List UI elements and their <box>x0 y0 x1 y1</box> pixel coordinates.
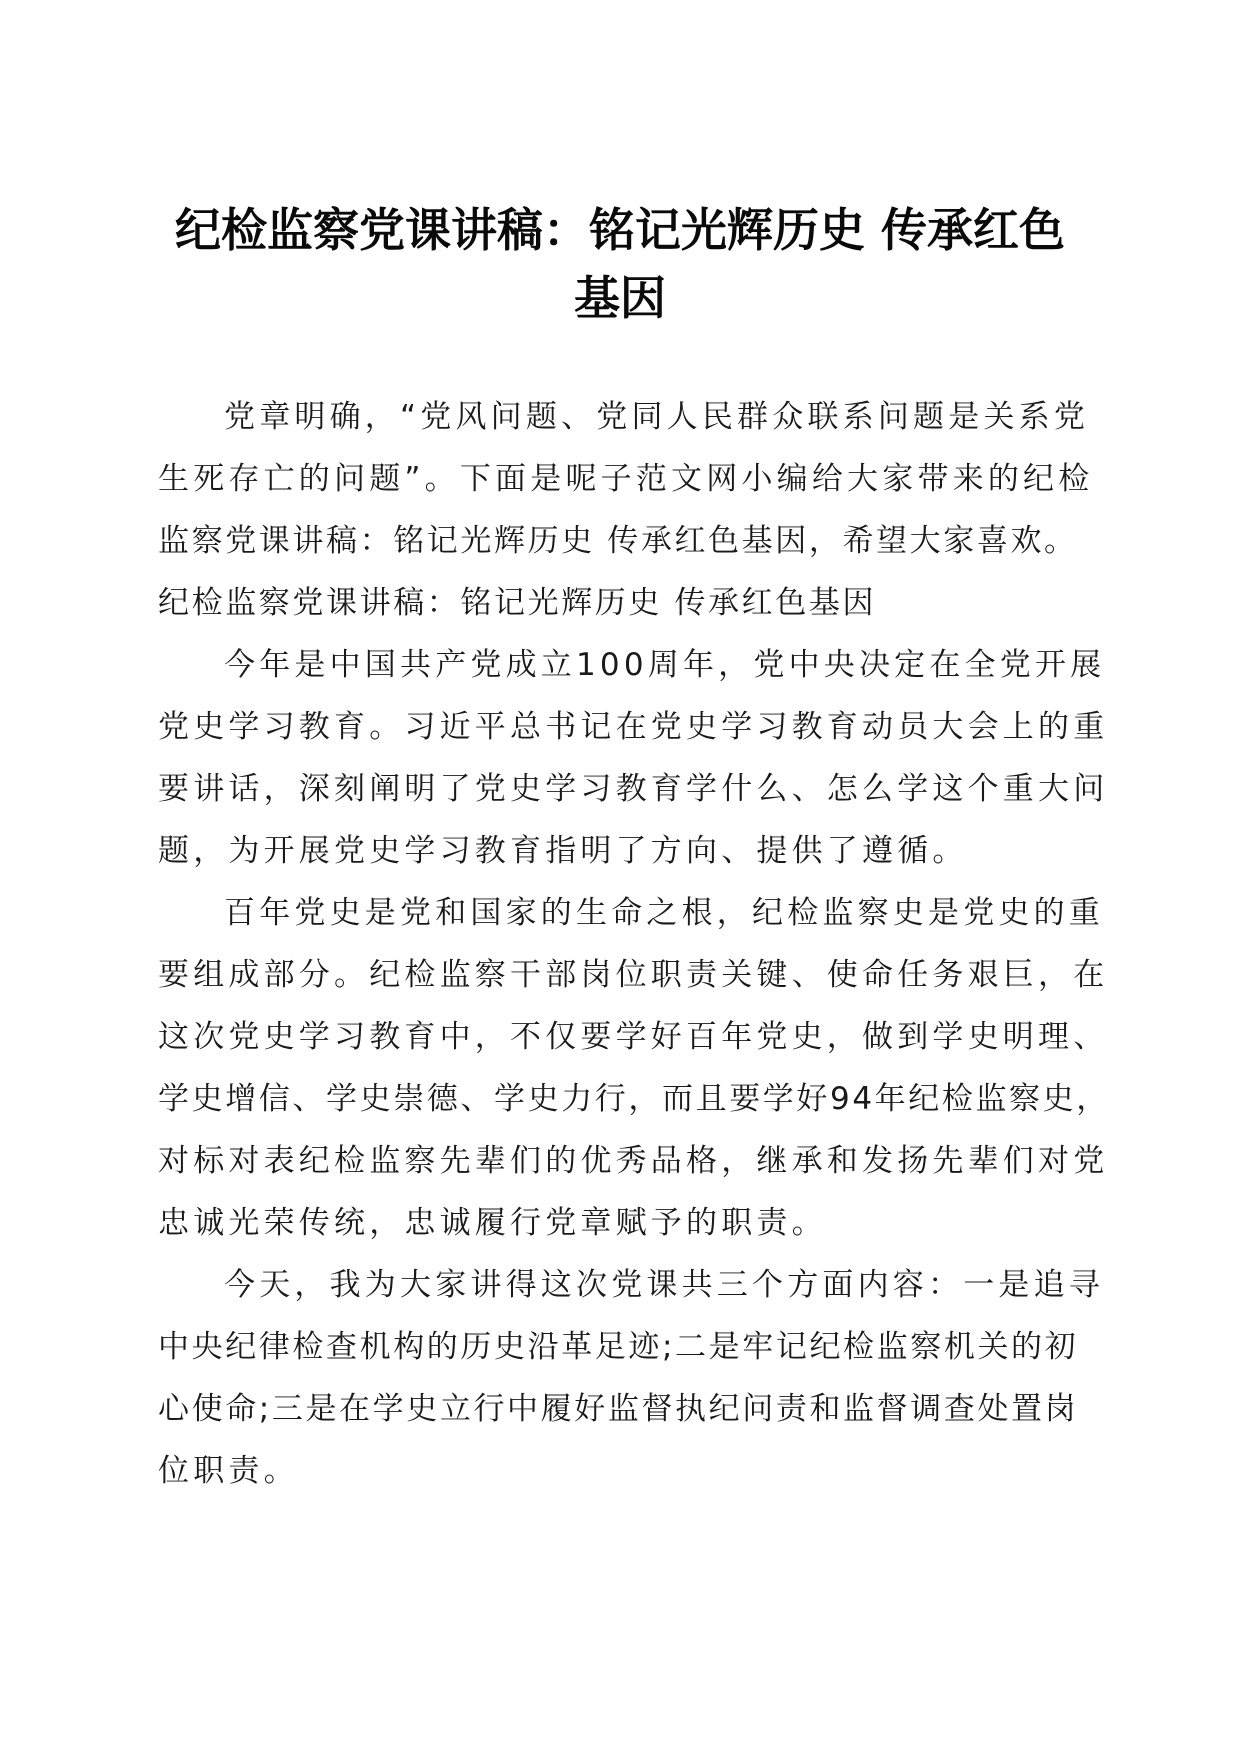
paragraph-line: 百年党史是党和国家的生命之根，纪检监察史是党史的重 <box>224 895 1104 931</box>
paragraph-line: 今天，我为大家讲得这次党课共三个方面内容：一是追寻 <box>224 1267 1104 1303</box>
paragraph-intro <box>158 386 1094 572</box>
paragraph-line: 题，为开展党史学习教育指明了方向、提供了遵循。 <box>158 833 968 869</box>
paragraph-line: 党史学习教育。习近平总书记在党史学习教育动员大会上的重 <box>158 709 1109 745</box>
paragraph-line: 学史增信、学史崇德、学史力行，而且要学好94年纪检监察史， <box>158 1081 1110 1117</box>
paragraph-line: 中央纪律检查机构的历史沿革足迹;二是牢记纪检监察机关的初 <box>158 1329 1079 1365</box>
paragraph-line: 监察党课讲稿：铭记光辉历史 传承红色基因，希望大家喜欢。 <box>158 523 1078 559</box>
paragraph-3 <box>158 1254 1104 1502</box>
paragraph-line: 纪检监察党课讲稿：铭记光辉历史 传承红色基因 <box>158 585 877 621</box>
paragraph-1 <box>158 634 1109 882</box>
paragraph-2 <box>158 882 1110 1254</box>
paragraph-line: 这次党史学习教育中，不仅要学好百年党史，做到学史明理、 <box>158 1019 1109 1055</box>
paragraph-line: 位职责。 <box>158 1453 299 1489</box>
title-line-2: 基因 <box>574 271 666 325</box>
paragraph-line: 党章明确，“党风问题、党同人民群众联系问题是关系党 <box>224 399 1090 435</box>
paragraph-line: 生死存亡的问题”。下面是呢子范文网小编给大家带来的纪检 <box>158 461 1094 497</box>
paragraph-line: 今年是中国共产党成立100周年，党中央决定在全党开展 <box>224 647 1106 683</box>
paragraph-line: 要讲话，深刻阐明了党史学习教育学什么、怎么学这个重大问 <box>158 771 1109 807</box>
paragraph-line: 忠诚光荣传统，忠诚履行党章赋予的职责。 <box>158 1205 827 1241</box>
paragraph-subtitle <box>158 572 1078 634</box>
document-body <box>158 386 1110 1502</box>
paragraph-line: 对标对表纪检监察先辈们的优秀品格，继承和发扬先辈们对党 <box>158 1143 1109 1179</box>
title-line-1: 纪检监察党课讲稿：铭记光辉历史 传承红色 <box>174 203 1065 257</box>
paragraph-line: 要组成部分。纪检监察干部岗位职责关键、使命任务艰巨，在 <box>158 957 1109 993</box>
paragraph-line: 心使命;三是在学史立行中履好监督执纪问责和监督调查处置岗 <box>158 1391 1079 1427</box>
document-title <box>140 196 1100 332</box>
